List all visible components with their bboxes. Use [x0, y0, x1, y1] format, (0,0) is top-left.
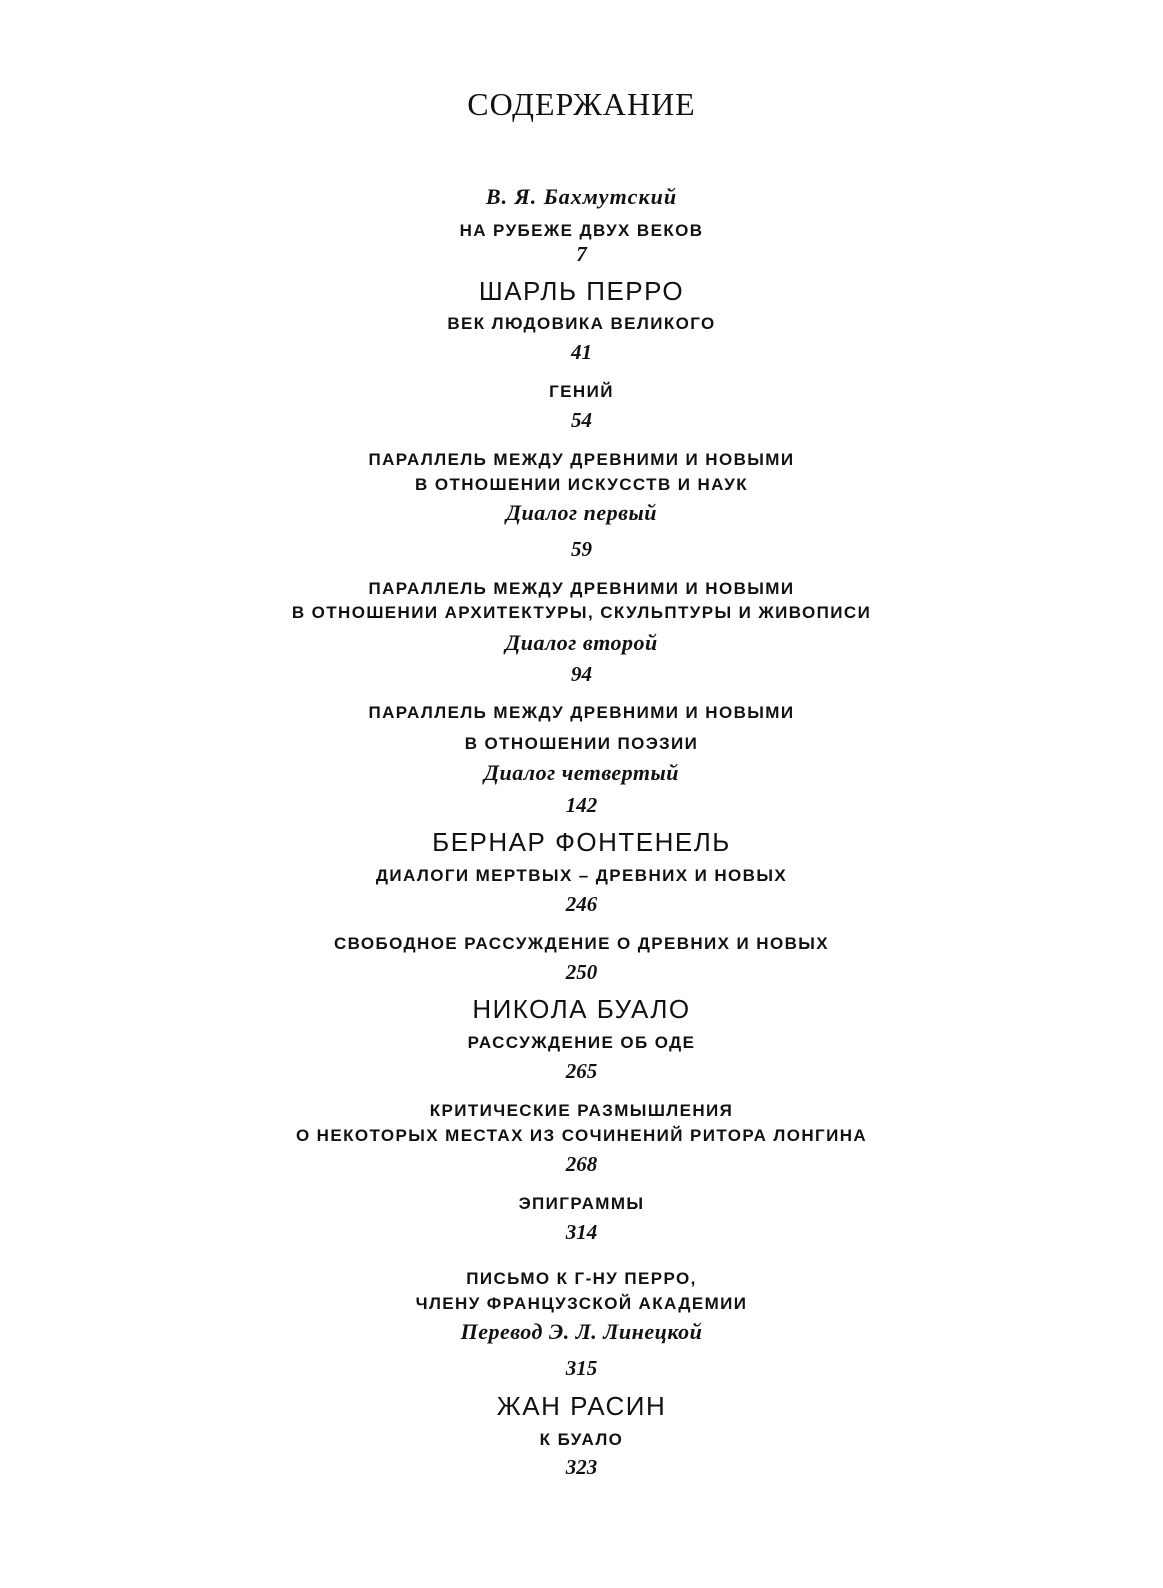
page-number: 323 — [565, 1455, 598, 1479]
essay-title: НА РУБЕЖЕ ДВУХ ВЕКОВ — [459, 221, 704, 240]
page-number: 265 — [565, 1059, 598, 1083]
work-title-continued: ЧЛЕНУ ФРАНЦУЗСКОЙ АКАДЕМИИ — [415, 1294, 748, 1313]
work-title-continued: В ОТНОШЕНИИ ПОЭЗИИ — [464, 734, 699, 753]
page-number: 54 — [571, 408, 592, 432]
author-heading-fontenelle: БЕРНАР ФОНТЕНЕЛЬ — [432, 827, 731, 857]
page-number: 314 — [565, 1220, 598, 1244]
page-number: 41 — [571, 340, 592, 364]
work-title: ВЕК ЛЮДОВИКА ВЕЛИКОГО — [447, 314, 716, 333]
page-number: 59 — [571, 537, 592, 561]
work-title-continued: В ОТНОШЕНИИ АРХИТЕКТУРЫ, СКУЛЬПТУРЫ И ЖИВОПИСИ — [291, 603, 872, 622]
author-heading-perrault: ШАРЛЬ ПЕРРО — [478, 276, 685, 306]
work-subtitle: Диалог четвертый — [484, 760, 679, 785]
page-number: 94 — [571, 662, 592, 686]
work-title: ДИАЛОГИ МЕРТВЫХ – ДРЕВНИХ И НОВЫХ — [375, 866, 788, 885]
essay-author: В. Я. Бахмутский — [485, 184, 678, 209]
page-number: 268 — [565, 1152, 598, 1176]
work-title-continued: О НЕКОТОРЫХ МЕСТАХ ИЗ СОЧИНЕНИЙ РИТОРА ЛОНГИНА — [295, 1126, 868, 1145]
work-subtitle: Перевод Э. Л. Линецкой — [460, 1319, 703, 1344]
page-number: 7 — [576, 242, 587, 266]
work-title: ЭПИГРАММЫ — [518, 1194, 645, 1213]
page-number: 142 — [565, 793, 598, 817]
work-title: РАССУЖДЕНИЕ ОБ ОДЕ — [467, 1033, 696, 1052]
work-subtitle: Диалог первый — [505, 500, 657, 525]
work-title: КРИТИЧЕСКИЕ РАЗМЫШЛЕНИЯ — [429, 1101, 734, 1120]
work-title: ПИСЬМО К Г-НУ ПЕРРО, — [466, 1269, 697, 1288]
page-number: 315 — [565, 1356, 598, 1380]
author-heading-boileau: НИКОЛА БУАЛО — [472, 994, 691, 1024]
author-heading-racine: ЖАН РАСИН — [496, 1391, 667, 1421]
work-title: ПАРАЛЛЕЛЬ МЕЖДУ ДРЕВНИМИ И НОВЫМИ — [368, 450, 795, 469]
work-title: СВОБОДНОЕ РАССУЖДЕНИЕ О ДРЕВНИХ И НОВЫХ — [333, 934, 830, 953]
work-subtitle: Диалог второй — [505, 630, 658, 655]
work-title-continued: В ОТНОШЕНИИ ИСКУССТВ И НАУК — [415, 475, 748, 494]
work-title: ПАРАЛЛЕЛЬ МЕЖДУ ДРЕВНИМИ И НОВЫМИ — [368, 579, 795, 598]
work-title: ГЕНИЙ — [549, 382, 614, 401]
page-number: 246 — [565, 892, 598, 916]
work-title: К БУАЛО — [539, 1430, 624, 1449]
page-number: 250 — [565, 960, 598, 984]
page-title: СОДЕРЖАНИЕ — [467, 86, 696, 122]
work-title: ПАРАЛЛЕЛЬ МЕЖДУ ДРЕВНИМИ И НОВЫМИ — [368, 703, 795, 722]
